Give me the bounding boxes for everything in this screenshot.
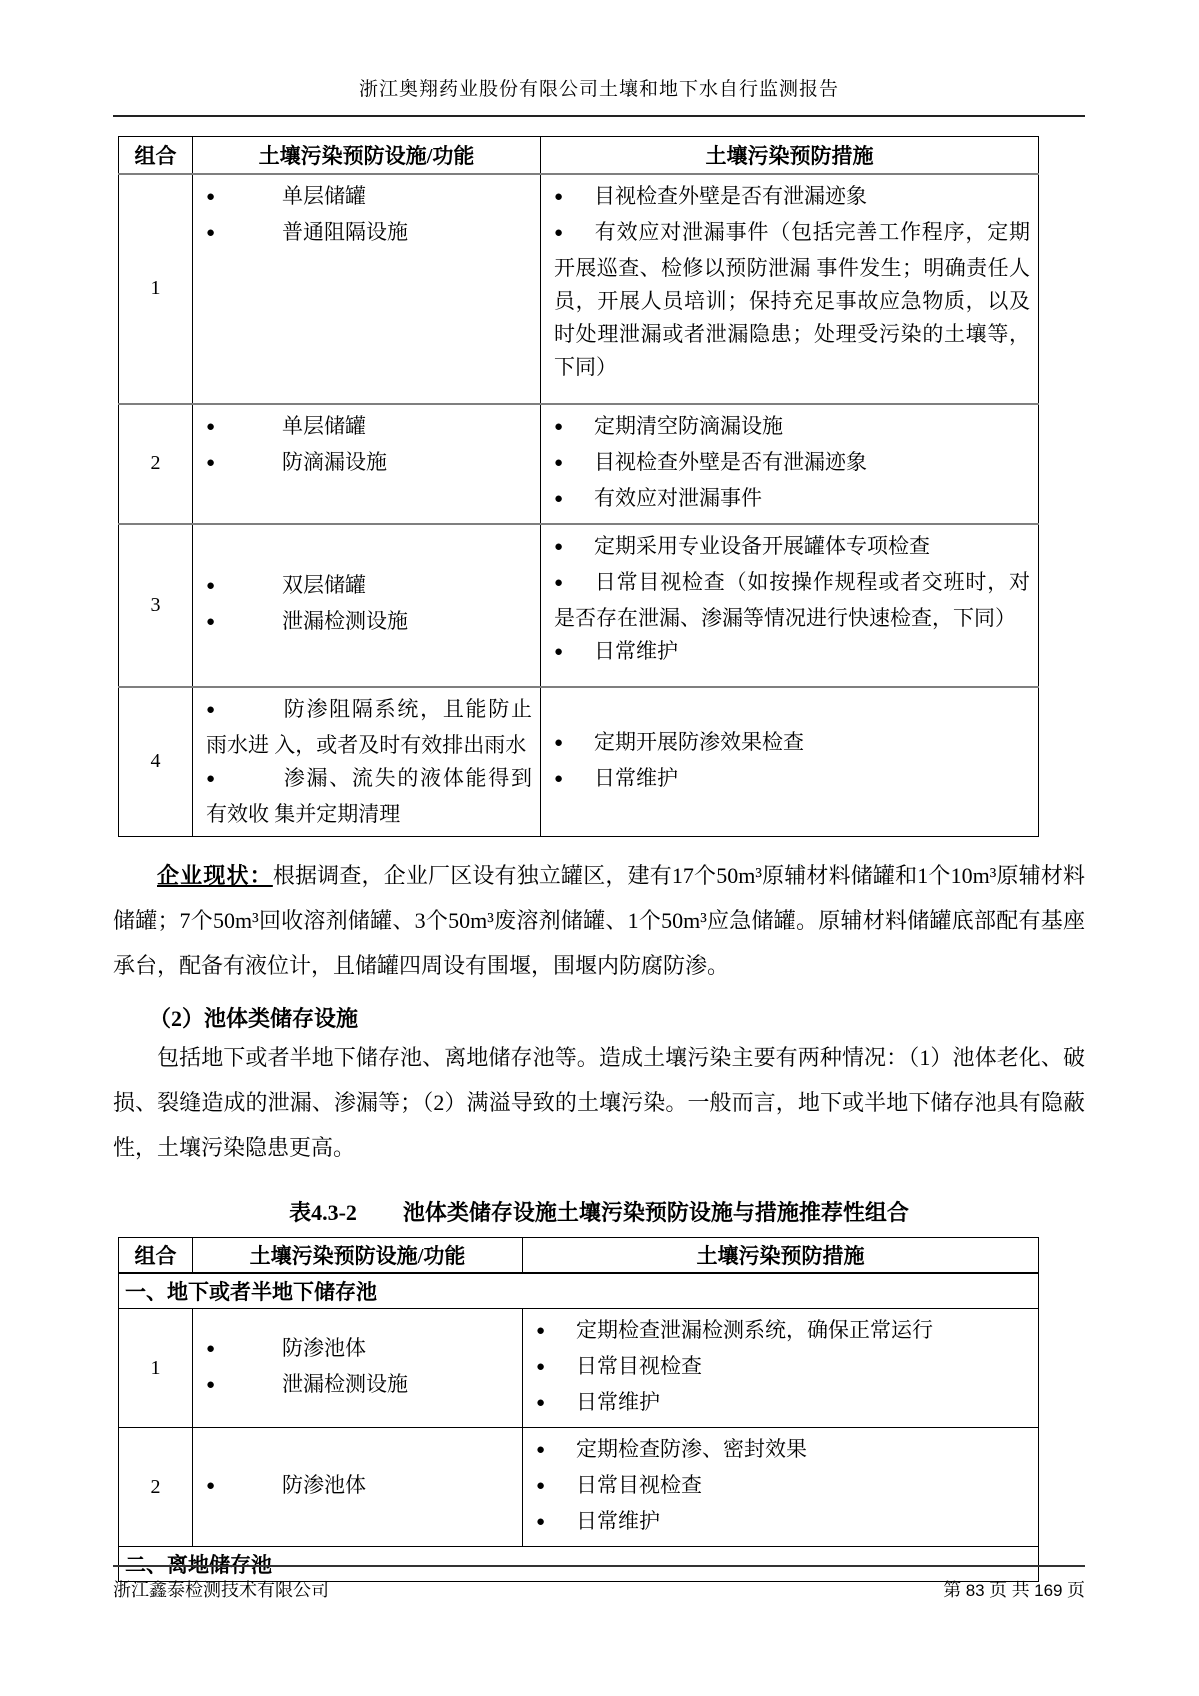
footer-page-total: 169 xyxy=(1034,1581,1063,1600)
bullet-item-text: 目视检查外壁是否有泄漏迹象 xyxy=(594,183,867,208)
bullet-item-text: 日常目视检查 xyxy=(576,1473,702,1497)
footer-page-suffix: 页 xyxy=(1062,1580,1085,1600)
bullet-item xyxy=(206,762,532,831)
table2-caption-title: 池体类储存设施土壤污染预防设施与措施推荐性组合 xyxy=(402,1199,909,1225)
bullet-item xyxy=(554,482,1030,518)
footer-page-info xyxy=(943,1576,1085,1602)
footer-company: 浙江鑫泰检测技术有限公司 xyxy=(113,1580,329,1600)
bullet-item-text: 日常目视检查 xyxy=(576,1354,702,1378)
bullet-item xyxy=(554,216,1030,384)
section-title: 二、离地储存池 xyxy=(125,1553,272,1577)
footer-page-middle: 页 共 xyxy=(984,1580,1035,1600)
column-header-label: 组合 xyxy=(134,143,177,168)
bullet-item-text: 目视检查外壁是否有泄漏迹象 xyxy=(594,449,867,474)
bullet-icon: ● xyxy=(554,454,564,471)
bullet-item-text: 有效应对泄漏事件（包括完善工作程序，定期开展巡查、检修以预防泄漏 事件发生；明确责任人员，开展人员培训；保持充足事故应急物质，以及时处理泄漏或者泄漏隐患；处理受污染的土壤等，下同） xyxy=(554,219,1030,379)
section-heading-pool-storage: （2）池体类储存设施 xyxy=(149,1005,359,1031)
bullet-item-text: 单层储罐 xyxy=(282,413,366,438)
bullet-item-text: 泄漏检测设施 xyxy=(282,609,408,633)
bullet-item-text: 泄漏检测设施 xyxy=(282,1372,408,1396)
bullet-item-text: 定期开展防渗效果检查 xyxy=(594,729,804,754)
bullet-item xyxy=(554,726,1030,762)
bullet-item-text: 单层储罐 xyxy=(282,183,366,208)
facilities-cell xyxy=(193,404,541,524)
combo-number-cell: 2 xyxy=(119,404,193,524)
bullet-item xyxy=(554,635,1030,671)
section-row xyxy=(119,1273,1039,1309)
bullet-item-text: 日常目视检查（如按操作规程或者交班时，对是否存在泄漏、渗漏等情况进行快速检查，下同） xyxy=(554,569,1030,630)
bullet-icon: ● xyxy=(206,1341,216,1357)
facilities-cell xyxy=(193,524,541,687)
bullet-icon: ● xyxy=(554,770,564,787)
bullet-item-text: 定期检查泄漏检测系统，确保正常运行 xyxy=(576,1318,933,1342)
enterprise-status-label: 企业现状： xyxy=(157,862,273,888)
enterprise-status-text: 根据调查，企业厂区设有独立罐区，建有17个50m³原辅材料储罐和1个10m³原辅材料储罐；7个50m³回收溶剂储罐、3个50m³废溶剂储罐、1个50m³应急储罐。原辅材料储罐底部配有基座承台，配备有液位计，且储罐四周设有围堰，围堰内防腐防渗。 xyxy=(113,862,1085,978)
bullet-item xyxy=(536,1386,1030,1422)
bullet-icon: ● xyxy=(206,614,216,630)
bullet-item-text: 日常维护 xyxy=(576,1509,660,1533)
column-header-label: 土壤污染预防措施 xyxy=(696,1243,865,1268)
bullet-icon: ● xyxy=(554,224,564,241)
column-header-label: 土壤污染预防措施 xyxy=(705,143,874,168)
bullet-item-text: 日常维护 xyxy=(594,638,678,663)
measures-cell xyxy=(523,1428,1039,1547)
bullet-icon: ● xyxy=(554,418,564,435)
bullet-item-text: 防渗阻隔系统，且能防止雨水进 入，或者及时有效排出雨水 xyxy=(206,696,532,757)
column-header xyxy=(541,137,1039,174)
measures-cell xyxy=(541,524,1039,687)
pool-storage-paragraph: 包括地下或者半地下储存池、离地储存池等。造成土壤污染主要有两种情况：（1）池体老化、破损、裂缝造成的泄漏、渗漏等；（2）满溢导致的土壤污染。一般而言，地下或半地下储存池具有隐蔽性，土壤污染隐患更高。 xyxy=(113,1044,1085,1160)
column-header xyxy=(119,137,193,174)
bullet-icon: ● xyxy=(536,1478,546,1494)
bullet-item-text: 定期检查防渗、密封效果 xyxy=(576,1437,807,1461)
bullet-icon: ● xyxy=(206,188,216,205)
bullet-item xyxy=(554,446,1030,482)
bullet-item xyxy=(206,1469,514,1505)
bullet-icon: ● xyxy=(554,734,564,751)
bullet-item-text: 防滴漏设施 xyxy=(282,449,387,474)
bullet-icon: ● xyxy=(206,454,216,471)
bullet-icon: ● xyxy=(536,1395,546,1411)
enterprise-status-paragraph xyxy=(113,853,1085,988)
bullet-icon: ● xyxy=(536,1442,546,1458)
bullet-icon: ● xyxy=(206,701,216,718)
bullet-item-text: 定期采用专业设备开展罐体专项检查 xyxy=(594,533,930,558)
table-header-row xyxy=(119,137,1039,174)
bullet-item xyxy=(554,530,1030,566)
table-row xyxy=(119,687,1039,837)
bullet-item xyxy=(206,693,532,762)
bullet-item xyxy=(206,410,532,446)
bullet-icon: ● xyxy=(206,1478,216,1494)
table-header-row xyxy=(119,1237,1039,1273)
bullet-icon: ● xyxy=(554,574,564,591)
bullet-item-text: 双层储罐 xyxy=(282,573,366,597)
table2-caption xyxy=(113,1196,1085,1227)
page-footer xyxy=(113,1565,1085,1602)
measures-cell xyxy=(523,1309,1039,1428)
measures-cell xyxy=(541,174,1039,404)
bullet-item xyxy=(206,446,532,482)
column-header xyxy=(193,1237,523,1273)
facilities-cell xyxy=(193,1309,523,1428)
bullet-item-text: 定期清空防滴漏设施 xyxy=(594,413,783,438)
column-header-label: 土壤污染预防设施/功能 xyxy=(249,1243,466,1268)
measures-cell xyxy=(541,687,1039,837)
bullet-item-text: 防渗池体 xyxy=(282,1336,366,1360)
bullet-icon: ● xyxy=(554,188,564,205)
bullet-item xyxy=(206,1368,514,1404)
bullet-item xyxy=(536,1314,1030,1350)
footer-page-number: 83 xyxy=(965,1581,985,1600)
combo-number-cell: 4 xyxy=(119,687,193,837)
bullet-item xyxy=(536,1350,1030,1386)
column-header-label: 土壤污染预防设施/功能 xyxy=(258,143,475,168)
table-row xyxy=(119,1428,1039,1547)
tank-prevention-table xyxy=(118,136,1039,837)
header-title: 浙江奥翔药业股份有限公司土壤和地下水自行监测报告 xyxy=(358,79,839,100)
section-title: 一、地下或者半地下储存池 xyxy=(125,1280,377,1304)
bullet-item xyxy=(554,410,1030,446)
page-content xyxy=(113,136,1085,1582)
bullet-icon: ● xyxy=(536,1514,546,1530)
bullet-icon: ● xyxy=(536,1359,546,1375)
bullet-icon: ● xyxy=(554,490,564,507)
combo-number-cell: 2 xyxy=(119,1428,193,1547)
bullet-icon: ● xyxy=(536,1323,546,1339)
table-row xyxy=(119,174,1039,404)
bullet-icon: ● xyxy=(554,538,564,555)
table-row xyxy=(119,404,1039,524)
table-row xyxy=(119,1309,1039,1428)
bullet-item xyxy=(554,762,1030,798)
bullet-item xyxy=(536,1505,1030,1541)
bullet-icon: ● xyxy=(206,770,216,787)
bullet-item-text: 渗漏、流失的液体能得到有效收 集并定期清理 xyxy=(206,765,532,826)
bullet-icon: ● xyxy=(206,418,216,435)
facilities-cell xyxy=(193,174,541,404)
pool-prevention-table xyxy=(118,1237,1039,1583)
bullet-icon: ● xyxy=(206,224,216,241)
bullet-icon: ● xyxy=(206,578,216,594)
page-header xyxy=(113,74,1085,117)
measures-cell xyxy=(541,404,1039,524)
column-header-label: 组合 xyxy=(134,1243,177,1268)
facilities-cell xyxy=(193,1428,523,1547)
bullet-item-text: 普通阻隔设施 xyxy=(282,219,408,244)
column-header xyxy=(193,137,541,174)
bullet-item xyxy=(554,180,1030,216)
bullet-item-text: 日常维护 xyxy=(576,1390,660,1414)
bullet-item xyxy=(536,1433,1030,1469)
bullet-item xyxy=(206,1332,514,1368)
bullet-item xyxy=(554,566,1030,635)
bullet-item xyxy=(536,1469,1030,1505)
bullet-icon: ● xyxy=(554,643,564,660)
combo-number-cell: 1 xyxy=(119,174,193,404)
combo-number-cell: 1 xyxy=(119,1309,193,1428)
bullet-icon: ● xyxy=(206,1377,216,1393)
bullet-item xyxy=(206,605,532,641)
section-title-cell xyxy=(119,1273,1039,1309)
column-header xyxy=(523,1237,1039,1273)
facilities-cell xyxy=(193,687,541,837)
bullet-item-text: 日常维护 xyxy=(594,765,678,790)
bullet-item xyxy=(206,216,532,252)
bullet-item xyxy=(206,180,532,216)
bullet-item-text: 防渗池体 xyxy=(282,1473,366,1497)
bullet-item-text: 有效应对泄漏事件 xyxy=(594,485,762,510)
bullet-item xyxy=(206,569,532,605)
table2-caption-number: 表4.3-2 xyxy=(289,1199,357,1225)
combo-number-cell: 3 xyxy=(119,524,193,687)
footer-page-prefix: 第 xyxy=(943,1580,966,1600)
column-header xyxy=(119,1237,193,1273)
table-row xyxy=(119,524,1039,687)
